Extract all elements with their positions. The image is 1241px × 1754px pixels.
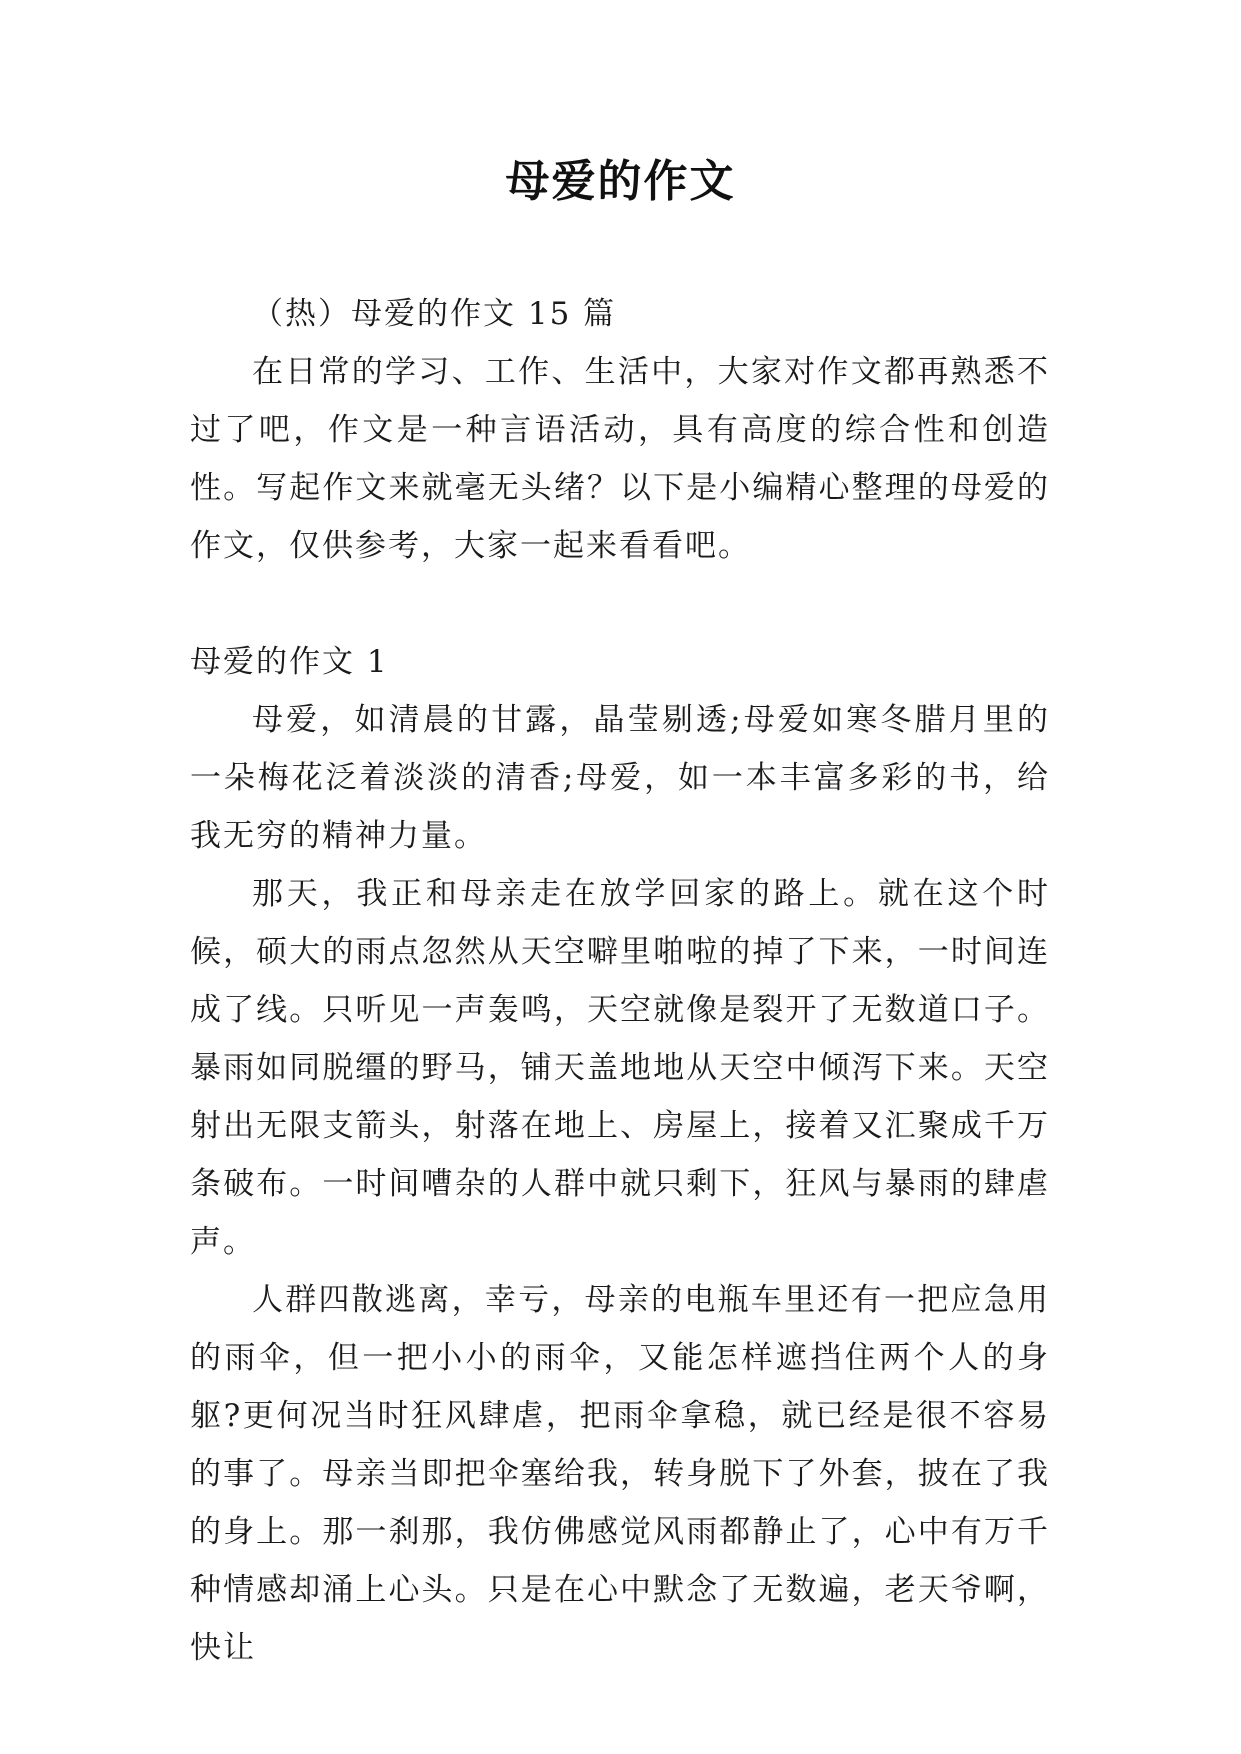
body-paragraph-3: 人群四散逃离，幸亏，母亲的电瓶车里还有一把应急用的雨伞，但一把小小的雨伞，又能怎样遮挡住两个人的身躯?更何况当时狂风肆虐，把雨伞拿稳，就已经是很不容易的事了。母亲当即把伞塞给我，转身脱下了外套，披在了我的身上。那一刹那，我仿佛感觉风雨都静止了，心中有万千种情感却涌上心头。只是在心中默念了无数遍，老天爷啊，快让: [190, 1282, 1050, 1666]
section-heading: 母爱的作文 1: [190, 644, 389, 680]
document-body: [190, 285, 1050, 1677]
document-title: 母爱的作文: [505, 156, 736, 207]
body-paragraph-1: 母爱，如清晨的甘露，晶莹剔透;母爱如寒冬腊月里的一朵梅花泛着淡淡的清香;母爱，如一本丰富多彩的书，给我无穷的精神力量。: [190, 702, 1050, 854]
document-subtitle: （热）母爱的作文 15 篇: [252, 296, 617, 332]
intro-paragraph: 在日常的学习、工作、生活中，大家对作文都再熟悉不过了吧，作文是一种言语活动，具有高度的综合性和创造性。写起作文来就毫无头绪？以下是小编精心整理的母爱的作文，仅供参考，大家一起来看看吧。: [190, 354, 1050, 564]
paragraph-gap: [190, 575, 1050, 633]
body-paragraph-2: 那天，我正和母亲走在放学回家的路上。就在这个时候，硕大的雨点忽然从天空噼里啪啦的掉了下来，一时间连成了线。只听见一声轰鸣，天空就像是裂开了无数道口子。暴雨如同脱缰的野马，铺天盖地地从天空中倾泻下来。天空射出无限支箭头，射落在地上、房屋上，接着又汇聚成千万条破布。一时间嘈杂的人群中就只剩下，狂风与暴雨的肆虐声。: [190, 876, 1050, 1260]
